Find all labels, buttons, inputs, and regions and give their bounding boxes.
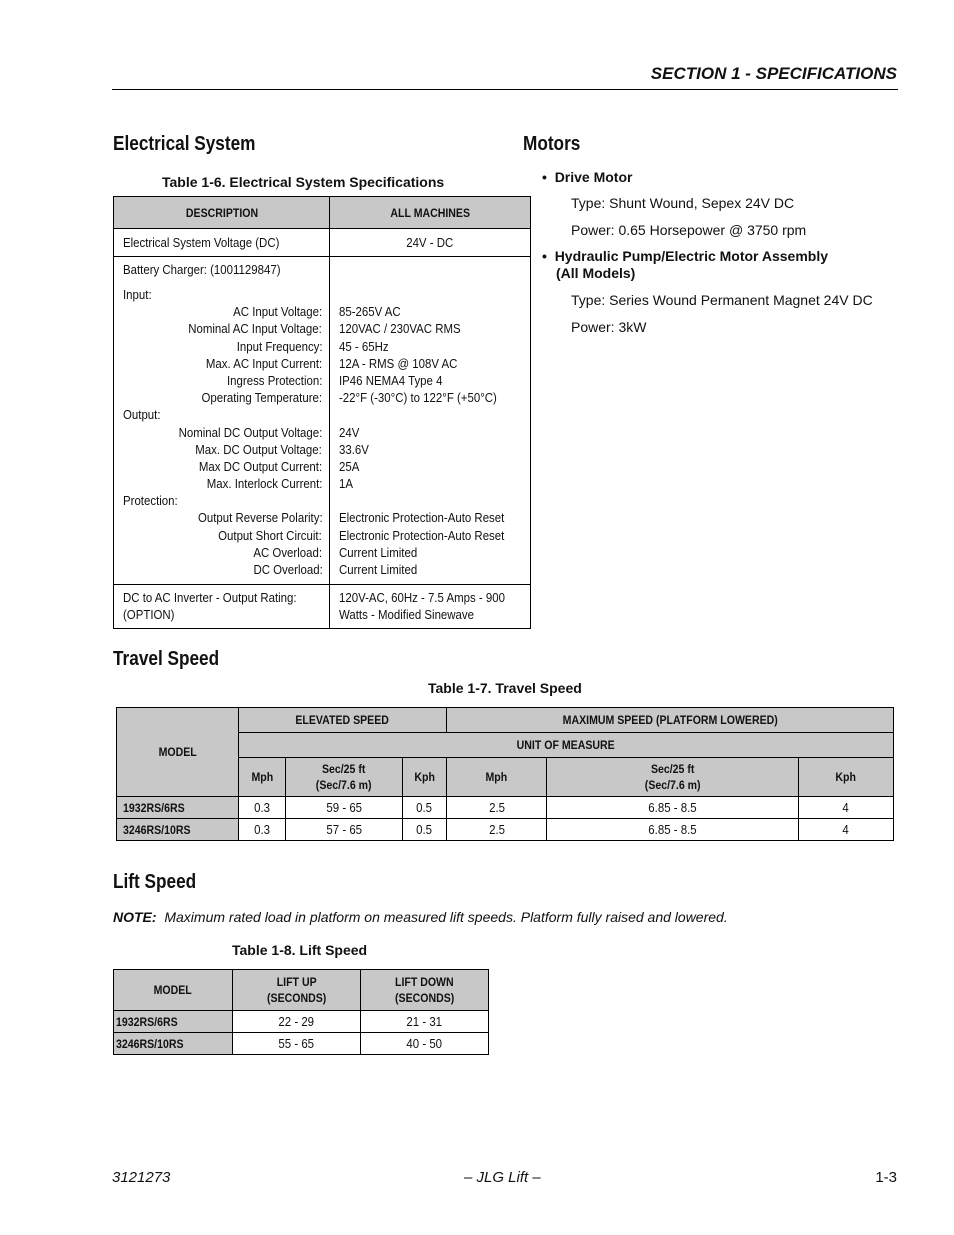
- pump-motor-item: • Hydraulic Pump/Electric Motor Assembly: [542, 248, 829, 264]
- spec-value: Electronic Protection-Auto Reset: [339, 527, 505, 543]
- spec-label: Max. AC Input Current:: [205, 355, 323, 371]
- col-description-header: DESCRIPTION: [114, 197, 330, 229]
- model-cell: 3246RS/10RS: [117, 819, 239, 841]
- spec-label: AC Input Voltage:: [233, 304, 323, 320]
- system-voltage-label: Electrical System Voltage (DC): [114, 229, 330, 257]
- travel-heading: Travel Speed: [113, 648, 220, 670]
- speed-cell: 59 - 65: [285, 797, 402, 819]
- protection-labels: [123, 509, 322, 578]
- note-text: Maximum rated load in platform on measured lift speeds. Platform fully raised and lowered.: [164, 909, 728, 925]
- note-label: NOTE:: [113, 909, 157, 925]
- spec-value: 85-265V AC: [339, 304, 401, 320]
- lift-heading: Lift Speed: [113, 871, 197, 893]
- charger-labels-cell: [114, 257, 330, 585]
- inverter-label: DC to AC Inverter - Output Rating: (OPTION): [114, 585, 330, 629]
- spec-value: -22°F (-30°C) to 122°F (+50°C): [339, 390, 498, 406]
- input-group-label: Input:: [123, 287, 152, 302]
- spec-value: 25A: [339, 458, 360, 474]
- spec-value: 33.6V: [339, 441, 370, 457]
- speed-cell: 57 - 65: [285, 819, 402, 841]
- lift-up-cell: 55 - 65: [233, 1033, 361, 1055]
- protection-group-label: Protection:: [123, 493, 178, 509]
- model-cell: 1932RS/6RS: [117, 797, 239, 819]
- drive-motor-item: • Drive Motor: [542, 169, 633, 185]
- speed-cell: 4: [798, 797, 893, 819]
- system-voltage-value: 24V - DC: [330, 229, 531, 257]
- lift-down-cell: 21 - 31: [361, 1011, 489, 1033]
- lift-up-cell: 22 - 29: [233, 1011, 361, 1033]
- spec-label: DC Overload:: [252, 562, 323, 577]
- spec-label: Nominal DC Output Voltage:: [178, 424, 323, 440]
- travel-unit-of-measure: UNIT OF MEASURE: [239, 733, 894, 758]
- spec-label: Max. Interlock Current:: [206, 476, 323, 492]
- spec-value: Current Limited: [339, 562, 418, 577]
- travel-col-elevated: ELEVATED SPEED: [239, 708, 447, 733]
- lift-down-cell: 40 - 50: [361, 1033, 489, 1055]
- spec-value: 120VAC / 230VAC RMS: [339, 321, 461, 337]
- spec-label: Ingress Protection:: [226, 372, 323, 388]
- header-rule: [112, 89, 898, 90]
- travel-unit-header: Sec/25 ft (Sec/7.6 m): [285, 758, 402, 797]
- spec-label: Max DC Output Current:: [198, 458, 323, 474]
- spec-value: 12A - RMS @ 108V AC: [339, 355, 458, 371]
- speed-cell: 2.5: [447, 797, 547, 819]
- inverter-value: 120V-AC, 60Hz - 7.5 Amps - 900 Watts - Modified Sinewave: [330, 585, 531, 629]
- pump-motor-subtitle: (All Models): [556, 265, 636, 281]
- spec-label: Nominal AC Input Voltage:: [188, 321, 323, 337]
- travel-unit-header: Mph: [447, 758, 547, 797]
- travel-col-model: MODEL: [117, 708, 239, 797]
- protection-values: [339, 509, 528, 578]
- spec-label: Output Reverse Polarity:: [197, 510, 323, 526]
- lift-note: [113, 909, 728, 925]
- electrical-table-caption: Table 1-6. Electrical System Specifications: [162, 174, 445, 190]
- spec-value: IP46 NEMA4 Type 4: [339, 372, 443, 388]
- speed-cell: 0.3: [239, 819, 286, 841]
- col-all-machines-header: ALL MACHINES: [330, 197, 531, 229]
- speed-cell: 6.85 - 8.5: [547, 797, 799, 819]
- output-values: [339, 424, 528, 493]
- travel-unit-header: Mph: [239, 758, 286, 797]
- footer-doc-number: 3121273: [112, 1169, 171, 1186]
- table-row: [117, 797, 894, 819]
- lift-col-down: LIFT DOWN (SECONDS): [361, 970, 489, 1011]
- speed-cell: 6.85 - 8.5: [547, 819, 799, 841]
- pump-motor-type: Type: Series Wound Permanent Magnet 24V DC: [571, 292, 873, 308]
- motors-heading: Motors: [523, 133, 581, 155]
- drive-motor-type: Type: Shunt Wound, Sepex 24V DC: [571, 195, 795, 211]
- spec-value: 1A: [339, 476, 354, 492]
- footer-center: – JLG Lift –: [464, 1169, 541, 1186]
- lift-col-up: LIFT UP (SECONDS): [233, 970, 361, 1011]
- output-group-label: Output:: [123, 407, 161, 423]
- speed-cell: 0.5: [402, 797, 446, 819]
- electrical-specs-table: [113, 196, 531, 629]
- drive-motor-title: Drive Motor: [554, 169, 633, 185]
- table-row: [114, 1033, 489, 1055]
- model-cell: 3246RS/10RS: [114, 1033, 233, 1055]
- output-labels: [123, 424, 322, 493]
- speed-cell: 0.5: [402, 819, 446, 841]
- input-labels: [123, 303, 322, 406]
- section-header: SECTION 1 - SPECIFICATIONS: [650, 64, 897, 83]
- lift-col-model: MODEL: [114, 970, 233, 1011]
- footer-page-number: 1-3: [875, 1169, 897, 1186]
- spec-value: Electronic Protection-Auto Reset: [339, 510, 505, 526]
- lift-speed-table: [113, 969, 489, 1055]
- spec-label: Output Short Circuit:: [218, 527, 323, 543]
- pump-motor-power: Power: 3kW: [571, 319, 647, 335]
- spec-label: Operating Temperature:: [201, 390, 323, 406]
- speed-cell: 2.5: [447, 819, 547, 841]
- travel-col-maximum: MAXIMUM SPEED (PLATFORM LOWERED): [447, 708, 894, 733]
- lift-table-caption: Table 1-8. Lift Speed: [232, 942, 368, 958]
- drive-motor-power: Power: 0.65 Horsepower @ 3750 rpm: [571, 222, 807, 238]
- spec-value: 45 - 65Hz: [339, 338, 389, 354]
- table-row: [114, 1011, 489, 1033]
- travel-unit-header: Kph: [402, 758, 446, 797]
- charger-values-cell: [330, 257, 531, 585]
- spec-label: Max. DC Output Voltage:: [195, 441, 323, 457]
- travel-unit-header: Kph: [798, 758, 893, 797]
- spec-value: Current Limited: [339, 544, 418, 560]
- spec-value: 24V: [339, 424, 360, 440]
- speed-cell: 0.3: [239, 797, 286, 819]
- electrical-heading: Electrical System: [113, 133, 256, 155]
- pump-motor-title: Hydraulic Pump/Electric Motor Assembly: [554, 248, 829, 264]
- input-values: [339, 303, 528, 406]
- travel-speed-table: [116, 707, 894, 841]
- charger-title: Battery Charger: (1001129847): [123, 262, 281, 277]
- travel-table-caption: Table 1-7. Travel Speed: [428, 680, 582, 696]
- travel-unit-header: Sec/25 ft (Sec/7.6 m): [547, 758, 799, 797]
- table-row: [117, 819, 894, 841]
- spec-label: Input Frequency:: [236, 338, 323, 354]
- model-cell: 1932RS/6RS: [114, 1011, 233, 1033]
- speed-cell: 4: [798, 819, 893, 841]
- spec-label: AC Overload:: [253, 544, 323, 560]
